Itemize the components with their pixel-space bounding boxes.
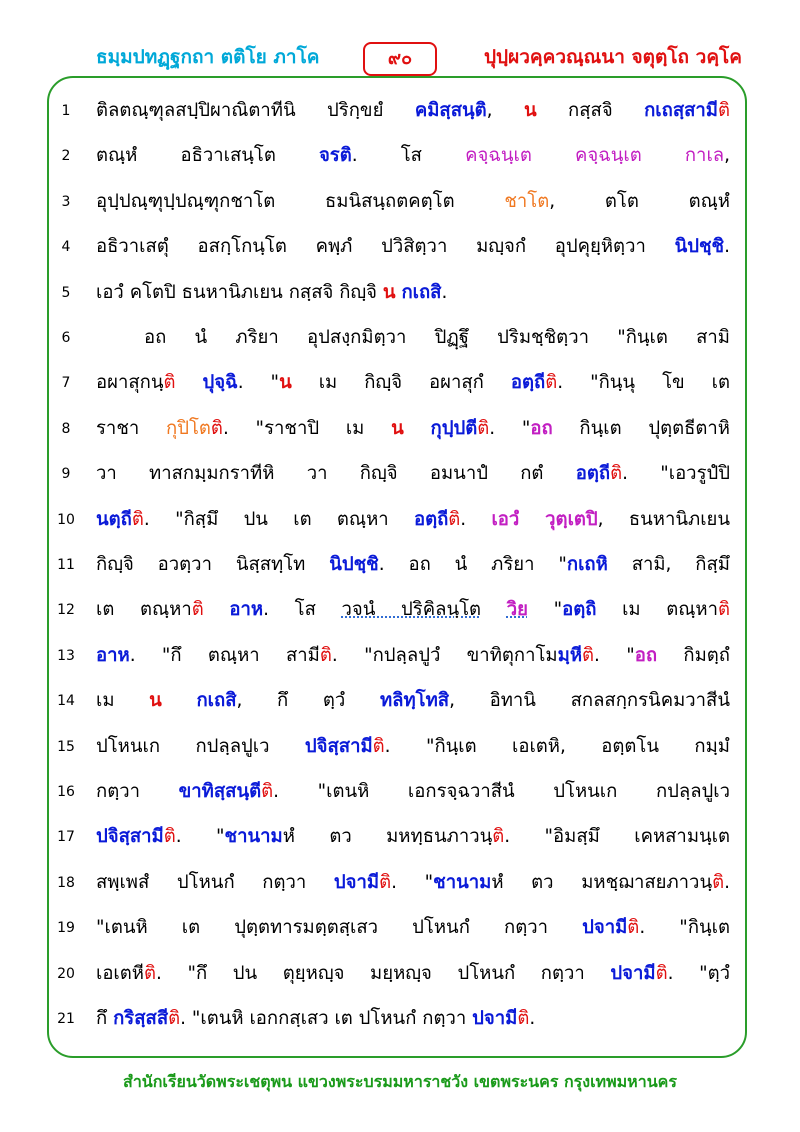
- line-text: [96, 905, 730, 951]
- text-segment: , อิทานิ สกลสกฺกรนิคมวาสีนํ: [449, 690, 730, 712]
- text-line: [56, 133, 730, 179]
- text-segment: กเถหิ: [566, 554, 608, 575]
- text-segment: ติ: [319, 644, 332, 666]
- text-segment: วิย: [506, 599, 528, 621]
- line-number: 13: [57, 647, 75, 664]
- header-right-title: ปุปฺผวคฺควณฺณนา จตุตฺโถ วคฺโค: [484, 46, 742, 68]
- text-segment: อตฺถี: [510, 372, 546, 394]
- text-segment: [481, 599, 507, 620]
- line-number: 20: [57, 965, 75, 982]
- line-text: [96, 88, 730, 134]
- text-line: [56, 497, 730, 543]
- text-line: [56, 224, 730, 270]
- text-segment: กุปฺปตี: [430, 417, 478, 439]
- text-segment: ชานาม: [224, 826, 283, 848]
- text-segment: .: [460, 508, 492, 530]
- text-segment: ติ: [168, 1008, 181, 1029]
- text-segment: อถ: [530, 417, 553, 439]
- text-segment: ขาทิสฺสนฺตี: [178, 781, 262, 802]
- text-segment: , กึ ตฺวํ: [236, 690, 380, 712]
- text-line: [56, 633, 730, 679]
- text-segment: กเถสิ: [196, 690, 237, 712]
- text-line: [56, 996, 730, 1042]
- text-segment: กึ: [96, 1008, 114, 1029]
- text-segment: . "กปลฺลปูวํ ขาทิตุกาโม: [331, 644, 558, 666]
- text-segment: ปจามี: [610, 962, 656, 984]
- text-segment: นิปชฺชิ: [329, 554, 379, 575]
- text-segment: ชาโต: [504, 190, 550, 212]
- text-line: [56, 814, 730, 860]
- text-segment: . "เอวรูปํปิ: [622, 463, 730, 485]
- text-segment: . อถ นํ ภริยา ": [378, 554, 567, 575]
- line-number: 21: [57, 1011, 75, 1027]
- text-segment: . โส: [263, 599, 342, 621]
- text-segment: เอวํ วุตฺเตปิ: [491, 508, 598, 530]
- text-segment: ติ: [718, 599, 730, 621]
- text-segment: ติ: [131, 508, 144, 530]
- line-text: [96, 860, 730, 906]
- text-segment: สามิ, กิสฺมึ: [607, 554, 730, 575]
- text-line: [56, 542, 730, 588]
- line-number: 3: [61, 193, 71, 210]
- line-text: [96, 451, 730, 497]
- text-segment: กิมตฺถํ: [657, 644, 730, 666]
- line-text: [96, 133, 730, 179]
- line-text: [96, 587, 730, 633]
- line-number: 17: [57, 829, 75, 846]
- text-line: [56, 860, 730, 906]
- text-segment: . ": [237, 372, 280, 394]
- text-segment: . "กิสฺมึ ปน เต ตณฺหา: [143, 508, 414, 530]
- text-segment: ติ: [261, 781, 274, 802]
- line-number: 10: [57, 511, 75, 528]
- text-segment: เอเตหี: [96, 962, 144, 984]
- text-segment: นิปชฺชิ: [674, 236, 725, 258]
- text-segment: . โส: [351, 145, 466, 167]
- text-segment: ติ: [718, 100, 730, 121]
- text-segment: ติ: [143, 962, 156, 984]
- text-segment: ติลตณฺฑุลสปฺปิผาณิตาทีนิ ปริกฺขยํ: [96, 100, 415, 121]
- text-line: [56, 451, 730, 497]
- text-segment: เม: [96, 690, 150, 712]
- line-text: [96, 996, 730, 1042]
- text-segment: วา ทาสกมฺมกราทีหิ วา กิญฺจิ อมนาปํ กตํ: [96, 463, 576, 485]
- text-segment: วจนํ ปริคิลนฺโต: [341, 599, 482, 621]
- text-segment: . "กึ ปน ตุยฺหญฺจ มยฺหญฺจ ปโหนกํ กตฺวา: [155, 962, 611, 984]
- text-segment: ชานาม: [433, 871, 492, 893]
- text-segment: ปจิสฺสามี: [304, 735, 373, 757]
- text-segment: อาห: [229, 599, 264, 621]
- text-segment: , ตโต ตณฺหํ: [549, 190, 730, 212]
- line-number: 14: [57, 693, 75, 710]
- text-segment: . ": [489, 417, 531, 439]
- line-number: 12: [57, 602, 75, 619]
- text-segment: . "เตนหิ เอกรจฺฉวาสีนํ ปโหนเก กปลฺลปูเว: [273, 781, 730, 802]
- text-segment: [204, 599, 230, 620]
- text-segment: .: [441, 281, 448, 303]
- text-segment: , ธนหานิภเยน: [597, 508, 730, 530]
- line-text: [96, 542, 730, 588]
- text-segment: ปจามี: [472, 1008, 518, 1029]
- text-line: [56, 587, 730, 633]
- text-segment: . "อิมสฺมึ เคหสามนฺเต: [504, 826, 730, 848]
- text-segment: คมิสฺสนฺติ: [414, 100, 487, 121]
- text-segment: . ": [594, 644, 635, 666]
- text-segment: ทลิทฺโทสิ: [379, 690, 450, 712]
- text-segment: ติ: [492, 826, 505, 848]
- text-segment: น: [149, 690, 162, 712]
- text-segment: "เตนหิ เต ปุตฺตทารมตฺตสฺเสว ปโหนกํ กตฺวา: [96, 917, 583, 939]
- line-text: [96, 724, 730, 770]
- text-segment: . "กินฺนุ โข เต: [557, 372, 730, 394]
- text-segment: ติ: [517, 1008, 530, 1029]
- text-segment: คจฺฉนฺเต คจฺฉนฺเต กาเล: [465, 145, 725, 167]
- text-segment: อุปฺปณฺฑุปฺปณฺฑุกชาโต ธมนิสนฺถตคตฺโต: [96, 190, 505, 212]
- text-segment: ติ: [372, 735, 385, 757]
- text-segment: กุปิโต: [166, 417, 211, 439]
- line-number: 16: [57, 784, 75, 800]
- text-segment: ปโหนเก กปลฺลปูเว: [96, 735, 305, 757]
- text-segment: ติ: [655, 962, 668, 984]
- line-text: [96, 270, 730, 316]
- text-segment: จรติ: [318, 145, 352, 167]
- text-segment: หํ ตว มหชฺฌาสยภาวนฺ: [491, 871, 713, 893]
- text-segment: กสฺสจิ: [536, 100, 645, 121]
- text-line: [56, 724, 730, 770]
- text-line: [56, 179, 730, 225]
- text-segment: ติ: [477, 417, 490, 439]
- line-number: 15: [57, 738, 75, 755]
- text-segment: ปจามี: [333, 871, 380, 893]
- text-segment: มฺหี: [557, 644, 583, 666]
- text-segment: .: [724, 871, 730, 893]
- text-segment: อตฺถิ: [562, 599, 597, 621]
- text-segment: ติ: [712, 871, 725, 893]
- text-segment: .: [724, 236, 730, 258]
- text-segment: ,: [724, 145, 730, 167]
- text-segment: ติ: [163, 826, 176, 848]
- text-segment: ติ: [448, 508, 461, 530]
- text-segment: [176, 372, 203, 393]
- line-text: [96, 406, 730, 452]
- text-segment: น: [279, 372, 292, 394]
- line-number: 2: [61, 148, 71, 165]
- line-number: 7: [61, 375, 71, 392]
- footer-text: สำนักเรียนวัดพระเชตุพน แขวงพระบรมมหาราชวัง เขตพระนคร กรุงเทพมหานคร: [123, 1072, 677, 1091]
- line-number: 18: [57, 874, 75, 891]
- line-number: 1: [61, 103, 71, 119]
- text-segment: . "กึ ตณฺหา สามี: [129, 644, 320, 666]
- text-segment: . "ตฺวํ: [667, 962, 730, 984]
- text-segment: น: [382, 281, 396, 303]
- text-segment: ตณฺหํ อธิวาเสนฺโต: [96, 145, 319, 167]
- header-left-title: ธมฺมปทฏฺฐกถา ตติโย ภาโค: [96, 46, 320, 68]
- text-segment: ราชา: [96, 417, 167, 439]
- text-segment: น: [523, 100, 537, 121]
- line-number: 5: [61, 284, 71, 301]
- line-number: 4: [61, 239, 71, 256]
- text-segment: อตฺถี: [413, 508, 449, 530]
- text-segment: กินฺเต ปุตฺตธีตาหิ: [552, 417, 730, 439]
- text-segment: อถ นํ ภริยา อุปสงฺกมิตฺวา ปิฏฺฐึ ปริมชฺชิตฺวา "กินฺเต สามิ: [144, 327, 730, 348]
- text-segment: เม กิญฺจิ อผาสุกํ: [291, 372, 511, 394]
- text-segment: ติ: [545, 372, 558, 394]
- text-line: [56, 315, 730, 361]
- text-segment: ปจิสฺสามี: [96, 826, 164, 848]
- line-text: [96, 315, 730, 361]
- line-text: [96, 497, 730, 543]
- line-number: 19: [57, 920, 75, 937]
- text-segment: นตฺถี: [96, 508, 132, 530]
- text-segment: . "กินฺเต: [639, 917, 730, 939]
- line-number: 9: [61, 466, 71, 483]
- text-segment: ปจามี: [582, 917, 628, 939]
- text-line: [56, 905, 730, 951]
- line-number: 11: [57, 557, 75, 573]
- line-number: 6: [61, 330, 71, 346]
- text-segment: กตฺวา: [96, 781, 179, 802]
- text-line: [56, 88, 730, 134]
- text-segment: กิญฺจิ อวตฺวา นิสฺสทฺโท: [96, 554, 330, 575]
- text-segment: อผาสุกนฺ: [96, 372, 164, 394]
- text-segment: กริสฺสสี: [113, 1008, 169, 1029]
- line-text: [96, 951, 730, 997]
- text-segment: ติ: [627, 917, 640, 939]
- text-line: [56, 270, 730, 316]
- text-segment: อธิวาเสตุํ อสกฺโกนฺโต คพฺภํ ปวิสิตฺวา มญฺจกํ อุปคุยฺหิตฺวา: [96, 236, 675, 258]
- text-segment: ติ: [163, 372, 176, 394]
- text-segment: กเถสฺสามี: [644, 100, 718, 121]
- text-segment: เต ตณฺหา: [96, 599, 192, 621]
- text-segment: .: [529, 1008, 536, 1029]
- text-segment: . ": [175, 826, 225, 848]
- text-segment: . "กินฺเต เอเตหิ, อตฺตโน กมฺมํ: [384, 735, 730, 757]
- text-segment: [162, 690, 197, 711]
- text-line: [56, 406, 730, 452]
- text-line: [56, 951, 730, 997]
- text-segment: สพฺเพสํ ปโหนกํ กตฺวา: [96, 871, 334, 893]
- line-text: [96, 224, 730, 270]
- line-text: [96, 633, 730, 679]
- text-segment: เม ตณฺหา: [596, 599, 718, 621]
- line-text: [96, 769, 730, 815]
- line-text: [96, 179, 730, 225]
- line-text: [96, 360, 730, 406]
- text-segment: . "เตนหิ เอกกสฺเสว เต ปโหนกํ กตฺวา: [180, 1008, 473, 1029]
- text-segment: ติ: [582, 644, 595, 666]
- page-number-badge: ๙๐: [363, 42, 437, 76]
- text-segment: กเถสิ: [401, 281, 442, 303]
- text-line: [56, 678, 730, 724]
- text-segment: ": [527, 599, 563, 621]
- text-segment: . ": [391, 871, 434, 893]
- text-segment: ติ: [610, 463, 623, 485]
- text-segment: ติ: [191, 599, 204, 621]
- text-segment: อตฺถี: [575, 463, 611, 485]
- text-segment: ติ: [210, 417, 223, 439]
- line-text: [96, 814, 730, 860]
- text-segment: [404, 418, 431, 439]
- text-segment: ติ: [379, 871, 392, 893]
- text-segment: . "ราชาปิ เม: [222, 417, 392, 439]
- text-segment: อถ: [634, 644, 658, 666]
- text-segment: ปุจฺฉิ: [202, 372, 238, 394]
- line-text: [96, 678, 730, 724]
- text-line: [56, 769, 730, 815]
- text-segment: น: [391, 417, 404, 439]
- text-segment: อาห: [96, 644, 130, 666]
- text-segment: หํ ตว มหทฺธนภาวนฺ: [282, 826, 493, 848]
- text-segment: เอวํ คโตปิ ธนหานิภเยน กสฺสจิ กิญฺจิ: [96, 281, 383, 303]
- line-number: 8: [61, 420, 71, 437]
- text-segment: ,: [486, 100, 524, 121]
- text-line: [56, 360, 730, 406]
